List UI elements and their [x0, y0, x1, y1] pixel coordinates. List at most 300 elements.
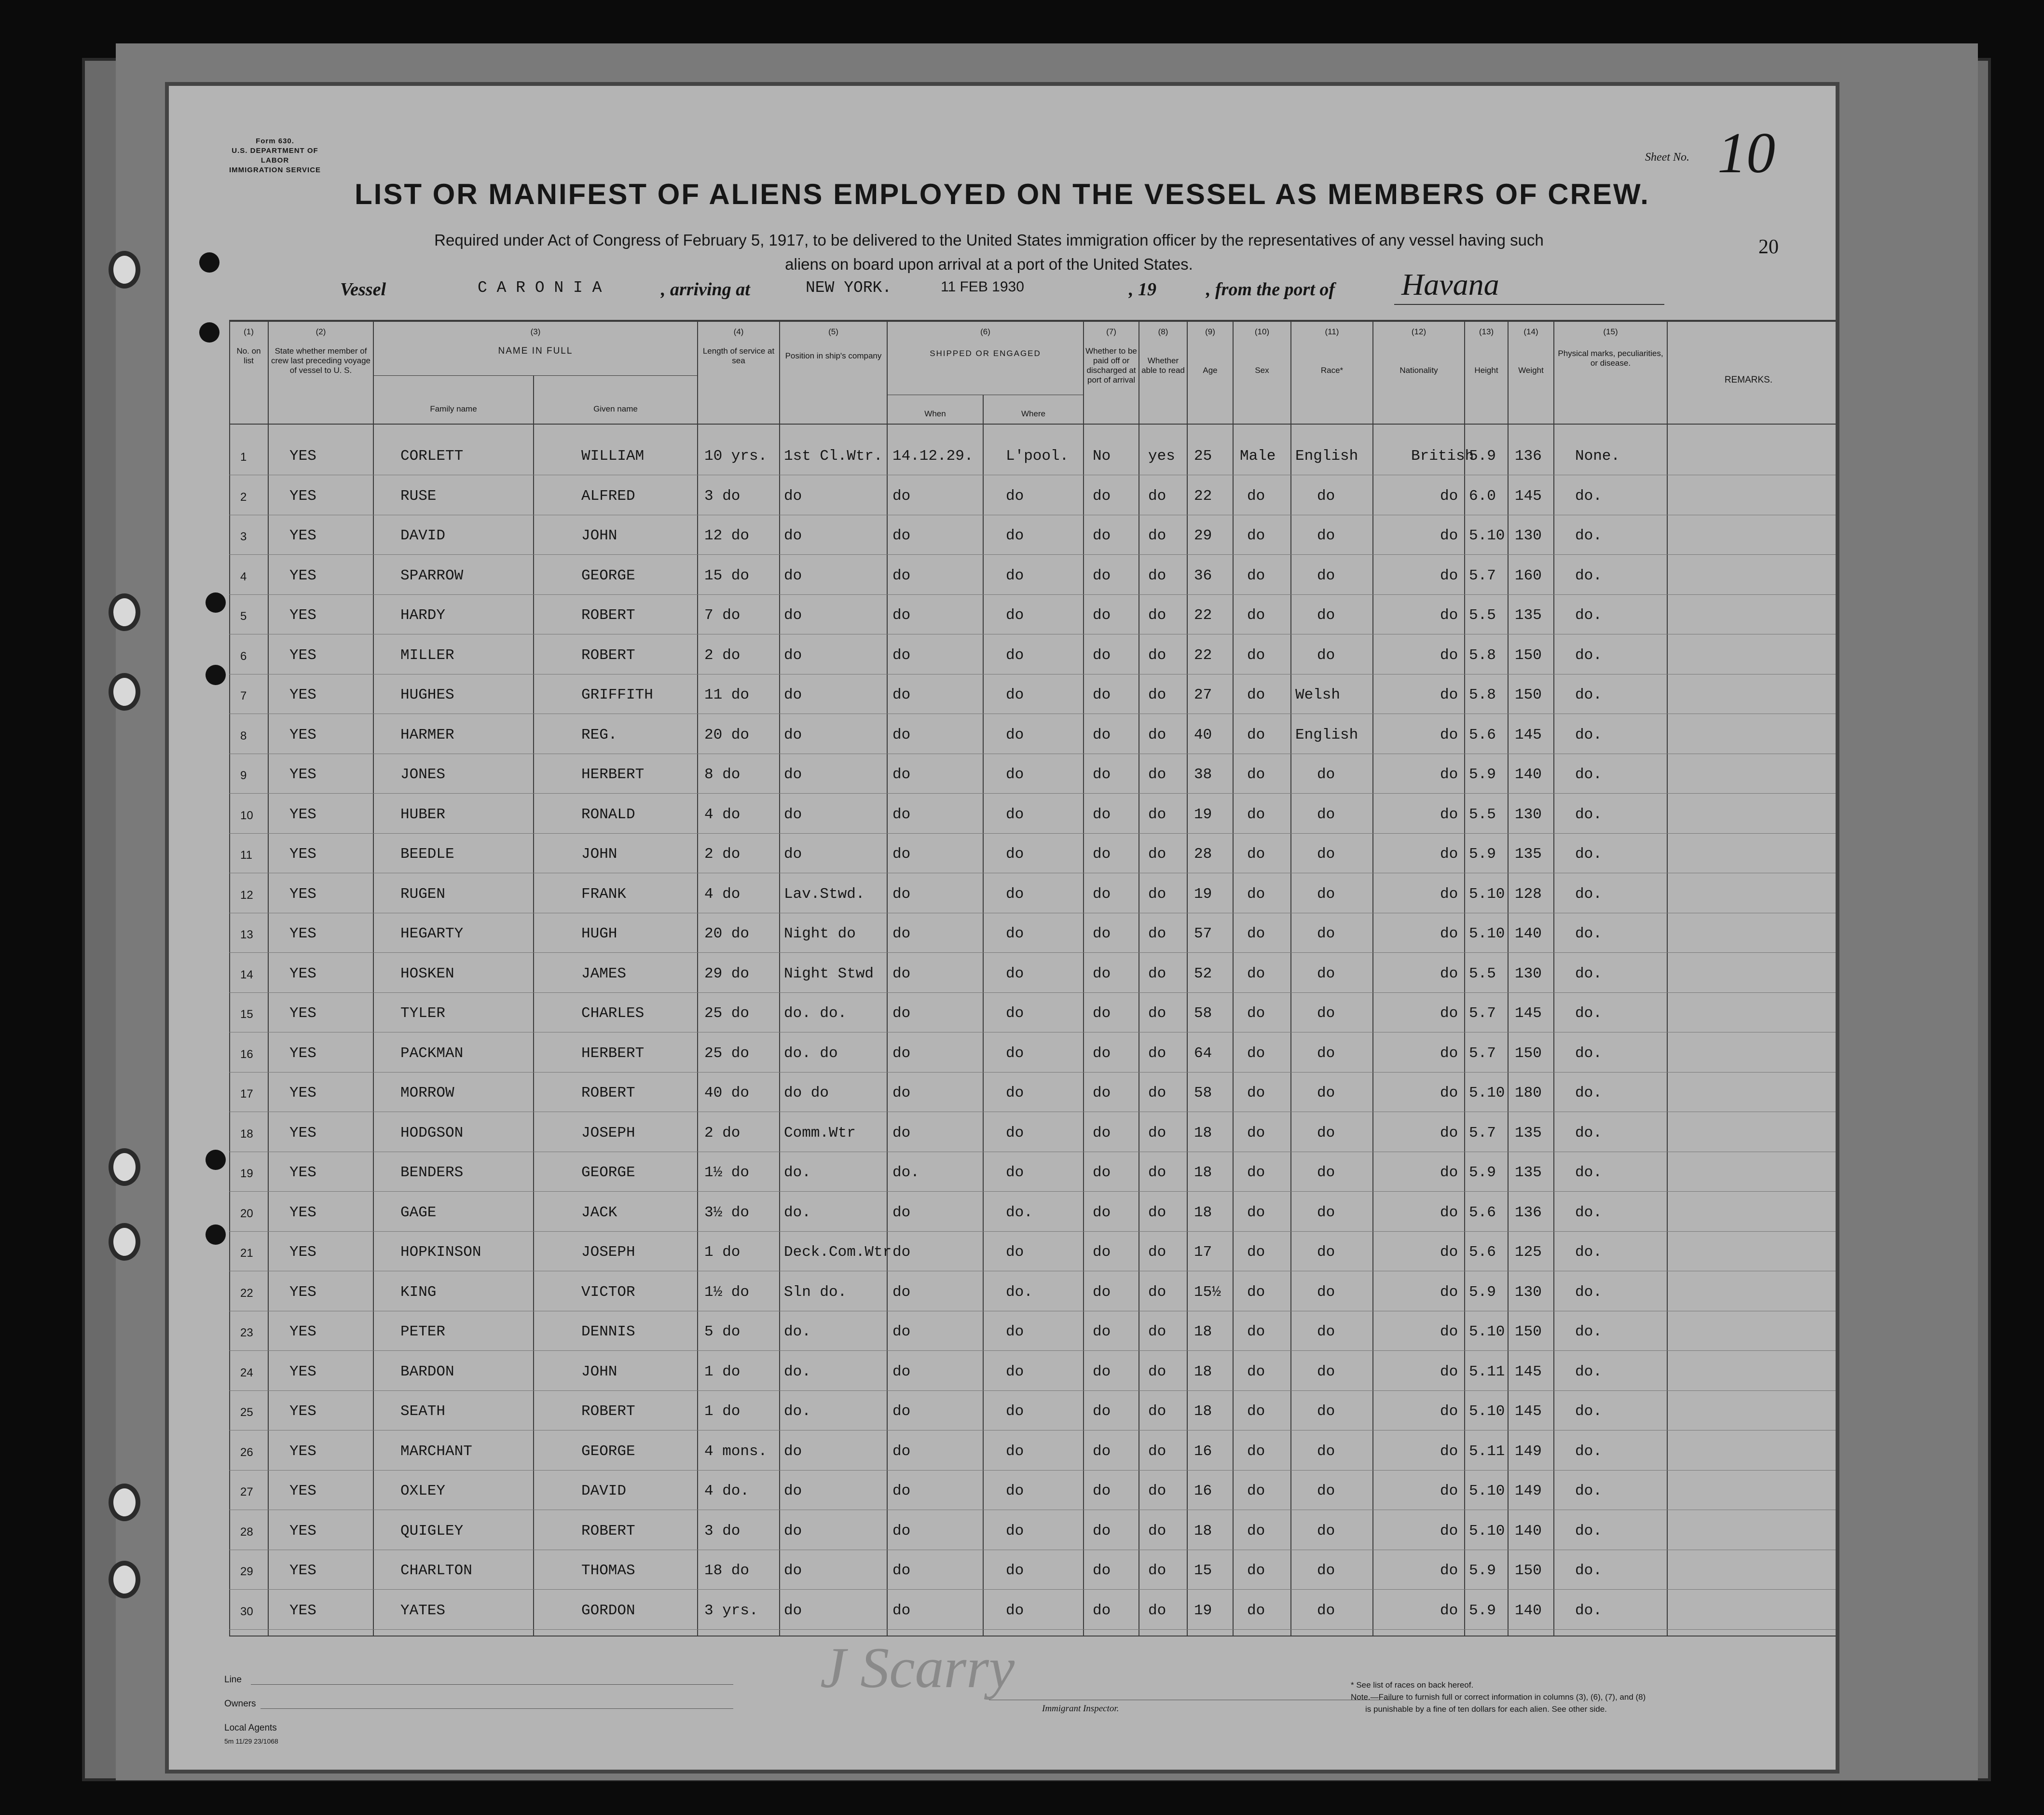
row-rule: [229, 992, 1836, 993]
service-length-cell: 10 yrs.: [704, 448, 768, 465]
weight-cell: 135: [1515, 846, 1542, 863]
physical-marks-cell: do.: [1575, 806, 1602, 823]
table-row: [169, 636, 1836, 674]
given-name-cell: JACK: [581, 1204, 617, 1221]
sex-cell: do: [1247, 1562, 1265, 1579]
weight-cell: 136: [1515, 1204, 1542, 1221]
service-length-cell: 3½ do: [704, 1204, 750, 1221]
physical-marks-cell: do.: [1575, 527, 1602, 544]
able-to-read-cell: do: [1148, 1045, 1166, 1062]
row-rule: [229, 1390, 1836, 1391]
arrival-date-stamp: 11 FEB 1930: [941, 279, 1024, 295]
weight-cell: 136: [1515, 448, 1542, 465]
engaged-place-cell: do: [1006, 1443, 1024, 1460]
age-cell: 22: [1194, 607, 1212, 624]
col-12-header: (12) Nationality: [1399, 327, 1438, 375]
height-cell: 5.9: [1469, 1283, 1496, 1301]
row-number: 30: [240, 1605, 253, 1618]
given-name-cell: ROBERT: [581, 1085, 635, 1101]
table-row: [169, 756, 1836, 794]
given-name-cell: DAVID: [581, 1483, 627, 1499]
row-rule: [229, 594, 1836, 595]
race-cell: do: [1317, 646, 1335, 664]
height-cell: 5.9: [1469, 846, 1496, 863]
weight-cell: 145: [1515, 1005, 1542, 1022]
service-length-cell: 25 do: [704, 1045, 750, 1062]
service-length-cell: 3 do: [704, 1522, 741, 1540]
col-14-header: (14) Weight: [1518, 327, 1544, 375]
age-cell: 18: [1194, 1124, 1212, 1141]
nationality-cell: do: [1440, 1363, 1458, 1380]
row-rule: [229, 1350, 1836, 1351]
engaged-date-cell: do: [892, 646, 911, 664]
height-cell: 5.10: [1469, 1483, 1505, 1499]
nationality-cell: do: [1440, 1164, 1458, 1181]
weight-cell: 135: [1515, 607, 1542, 624]
weight-cell: 150: [1515, 1045, 1542, 1062]
paid-off-cell: do: [1093, 1204, 1111, 1221]
family-name-cell: MORROW: [400, 1085, 454, 1101]
position-cell: do: [784, 806, 802, 823]
arriving-label: , arriving at: [661, 279, 750, 300]
race-cell: do: [1317, 567, 1335, 584]
able-to-read-cell: do: [1148, 925, 1166, 942]
sex-cell: do: [1247, 1602, 1265, 1619]
weight-cell: 150: [1515, 646, 1542, 664]
prior-voyage-cell: YES: [289, 567, 316, 584]
sex-cell: do: [1247, 1085, 1265, 1101]
prior-voyage-cell: YES: [289, 726, 316, 743]
engaged-date-cell: do: [892, 1283, 911, 1301]
engaged-place-cell: do: [1006, 1363, 1024, 1380]
physical-marks-cell: do.: [1575, 965, 1602, 982]
col-9-header: (9) Age: [1203, 327, 1218, 375]
family-name-cell: HARMER: [400, 726, 454, 743]
sex-cell: do: [1247, 925, 1265, 942]
race-cell: do: [1317, 1244, 1335, 1261]
service-length-cell: 4 do: [704, 885, 741, 903]
prior-voyage-cell: YES: [289, 448, 316, 465]
family-name-cell: RUGEN: [400, 885, 446, 903]
position-cell: do: [784, 1443, 802, 1460]
prior-voyage-cell: YES: [289, 1363, 316, 1380]
weight-cell: 135: [1515, 1124, 1542, 1141]
given-name-cell: GEORGE: [581, 567, 635, 584]
nationality-cell: do: [1440, 1562, 1458, 1579]
port-underline: [1394, 304, 1664, 305]
race-cell: do: [1317, 1283, 1335, 1301]
header-bottom-rule: [229, 424, 1836, 425]
nationality-cell: do: [1440, 1244, 1458, 1261]
nationality-cell: do: [1440, 885, 1458, 903]
row-number: 20: [240, 1207, 253, 1220]
col-2-header: (2) State whether member of crew last preceding voyage of vessel to U. S.: [271, 327, 370, 375]
height-cell: 5.10: [1469, 1522, 1505, 1540]
able-to-read-cell: do: [1148, 1483, 1166, 1499]
weight-cell: 140: [1515, 1522, 1542, 1540]
able-to-read-cell: do: [1148, 1602, 1166, 1619]
age-cell: 25: [1194, 448, 1212, 465]
height-cell: 5.9: [1469, 1602, 1496, 1619]
weight-cell: 140: [1515, 766, 1542, 783]
given-name-cell: ROBERT: [581, 646, 635, 664]
sex-cell: do: [1247, 1363, 1265, 1380]
able-to-read-cell: do: [1148, 1443, 1166, 1460]
binder-ring: [109, 1561, 140, 1598]
physical-marks-cell: do.: [1575, 1403, 1602, 1420]
race-cell: do: [1317, 1204, 1335, 1221]
physical-marks-cell: do.: [1575, 885, 1602, 903]
age-cell: 15½: [1194, 1283, 1221, 1301]
engaged-date-cell: do: [892, 766, 911, 783]
service-length-cell: 2 do: [704, 846, 741, 863]
sheet-number: 10: [1717, 121, 1775, 185]
weight-cell: 130: [1515, 806, 1542, 823]
physical-marks-cell: do.: [1575, 1204, 1602, 1221]
prior-voyage-cell: YES: [289, 1164, 316, 1181]
height-cell: 5.9: [1469, 766, 1496, 783]
age-cell: 28: [1194, 846, 1212, 863]
engaged-date-cell: do: [892, 1005, 911, 1022]
vessel-name: C A R O N I A: [478, 279, 602, 297]
position-cell: do: [784, 687, 802, 703]
age-cell: 27: [1194, 687, 1212, 703]
race-cell: do: [1317, 1045, 1335, 1062]
family-name-cell: HODGSON: [400, 1124, 464, 1141]
given-name-cell: JOHN: [581, 846, 617, 863]
engaged-place-cell: do: [1006, 1164, 1024, 1181]
sex-cell: do: [1247, 1124, 1265, 1141]
position-cell: do: [784, 1522, 802, 1540]
engaged-place-cell: do: [1006, 567, 1024, 584]
position-cell: do.: [784, 1164, 811, 1181]
position-cell: do: [784, 607, 802, 624]
physical-marks-cell: do.: [1575, 1244, 1602, 1261]
physical-marks-cell: do.: [1575, 1363, 1602, 1380]
family-name-cell: CORLETT: [400, 448, 464, 465]
physical-marks-cell: do.: [1575, 766, 1602, 783]
position-cell: do: [784, 487, 802, 505]
physical-marks-cell: do.: [1575, 1283, 1602, 1301]
sex-cell: do: [1247, 607, 1265, 624]
row-number: 5: [240, 610, 247, 623]
engaged-date-cell: do: [892, 1522, 911, 1540]
position-cell: do: [784, 726, 802, 743]
given-name-cell: GEORGE: [581, 1443, 635, 1460]
engaged-place-cell: do: [1006, 1602, 1024, 1619]
row-number: 19: [240, 1167, 253, 1180]
sex-cell: do: [1247, 1443, 1265, 1460]
age-cell: 19: [1194, 885, 1212, 903]
binder-ring: [109, 1148, 140, 1186]
paid-off-cell: No: [1093, 448, 1111, 465]
footer-owners-rule: [261, 1708, 733, 1709]
engaged-place-cell: L'pool.: [1006, 448, 1069, 465]
engaged-date-cell: do: [892, 925, 911, 942]
given-name-cell: GRIFFITH: [581, 687, 653, 703]
weight-cell: 145: [1515, 1403, 1542, 1420]
punch-hole: [199, 322, 219, 343]
prior-voyage-cell: YES: [289, 607, 316, 624]
service-length-cell: 2 do: [704, 646, 741, 664]
col-7-header: (7) Whether to be paid off or discharged at port of arrival: [1085, 327, 1137, 385]
table-row: [169, 437, 1836, 475]
service-length-cell: 11 do: [704, 687, 750, 703]
physical-marks-cell: do.: [1575, 1085, 1602, 1101]
family-name-cell: JONES: [400, 766, 446, 783]
paid-off-cell: do: [1093, 527, 1111, 544]
able-to-read-cell: do: [1148, 965, 1166, 982]
weight-cell: 150: [1515, 1562, 1542, 1579]
engaged-date-cell: do: [892, 1483, 911, 1499]
height-cell: 5.9: [1469, 1164, 1496, 1181]
sex-cell: do: [1247, 1244, 1265, 1261]
remarks-header: REMARKS.: [1724, 375, 1773, 385]
engaged-date-cell: do: [892, 1323, 911, 1340]
weight-cell: 150: [1515, 1323, 1542, 1340]
page-number: 20: [1758, 236, 1779, 258]
engaged-place-cell: do.: [1006, 1204, 1033, 1221]
row-number: 9: [240, 769, 247, 782]
row-rule: [229, 1231, 1836, 1232]
engaged-date-cell: do: [892, 1204, 911, 1221]
table-row: [169, 1392, 1836, 1430]
engaged-place-cell: do: [1006, 687, 1024, 703]
age-cell: 16: [1194, 1483, 1212, 1499]
nationality-cell: do: [1440, 1005, 1458, 1022]
age-cell: 58: [1194, 1005, 1212, 1022]
given-name-cell: FRANK: [581, 885, 627, 903]
nationality-cell: do: [1440, 1085, 1458, 1101]
nationality-cell: do: [1440, 1323, 1458, 1340]
age-cell: 29: [1194, 527, 1212, 544]
given-name-cell: ROBERT: [581, 607, 635, 624]
row-number: 22: [240, 1286, 253, 1300]
col-13-header: (13) Height: [1474, 327, 1498, 375]
family-name-cell: PACKMAN: [400, 1045, 464, 1062]
able-to-read-cell: do: [1148, 1363, 1166, 1380]
physical-marks-cell: do.: [1575, 646, 1602, 664]
engaged-date-cell: 14.12.29.: [892, 448, 974, 465]
prior-voyage-cell: YES: [289, 1403, 316, 1420]
col-4-header: (4) Length of service at sea: [702, 327, 775, 365]
table-row: [169, 1472, 1836, 1510]
nationality-cell: do: [1440, 1483, 1458, 1499]
engaged-place-cell: do: [1006, 1005, 1024, 1022]
family-name-cell: CHARLTON: [400, 1562, 472, 1579]
age-cell: 22: [1194, 487, 1212, 505]
age-cell: 18: [1194, 1403, 1212, 1420]
paid-off-cell: do: [1093, 1085, 1111, 1101]
service-length-cell: 3 yrs.: [704, 1602, 758, 1619]
prior-voyage-cell: YES: [289, 646, 316, 664]
sex-cell: do: [1247, 487, 1265, 505]
service-length-cell: 4 do.: [704, 1483, 750, 1499]
given-name-cell: REG.: [581, 726, 617, 743]
nationality-cell: do: [1440, 806, 1458, 823]
paid-off-cell: do: [1093, 1005, 1111, 1022]
engaged-date-cell: do: [892, 965, 911, 982]
able-to-read-cell: do: [1148, 687, 1166, 703]
age-cell: 64: [1194, 1045, 1212, 1062]
age-cell: 57: [1194, 925, 1212, 942]
given-name-cell: RONALD: [581, 806, 635, 823]
engaged-date-cell: do: [892, 1363, 911, 1380]
paid-off-cell: do: [1093, 1244, 1111, 1261]
prior-voyage-cell: YES: [289, 1562, 316, 1579]
prior-voyage-cell: YES: [289, 1085, 316, 1101]
prior-voyage-cell: YES: [289, 766, 316, 783]
age-cell: 16: [1194, 1443, 1212, 1460]
row-rule: [229, 793, 1836, 794]
paid-off-cell: do: [1093, 1443, 1111, 1460]
engaged-place-cell: do: [1006, 766, 1024, 783]
nationality-cell: do: [1440, 527, 1458, 544]
prior-voyage-cell: YES: [289, 1443, 316, 1460]
able-to-read-cell: do: [1148, 1204, 1166, 1221]
able-to-read-cell: do: [1148, 1164, 1166, 1181]
row-number: 25: [240, 1406, 253, 1419]
weight-cell: 149: [1515, 1483, 1542, 1499]
paid-off-cell: do: [1093, 1602, 1111, 1619]
year-label: , 19: [1129, 279, 1156, 300]
age-cell: 36: [1194, 567, 1212, 584]
sex-cell: do: [1247, 1483, 1265, 1499]
able-to-read-cell: do: [1148, 607, 1166, 624]
row-number: 16: [240, 1047, 253, 1061]
given-name-cell: DENNIS: [581, 1323, 635, 1340]
race-cell: do: [1317, 1403, 1335, 1420]
given-name-cell: THOMAS: [581, 1562, 635, 1579]
penalty-note-2: is punishable by a fine of ten dollars for each alien. See other side.: [1365, 1705, 1607, 1714]
sex-cell: do: [1247, 646, 1265, 664]
family-name-cell: BEEDLE: [400, 846, 454, 863]
row-rule: [229, 1629, 1836, 1630]
race-cell: Welsh: [1295, 687, 1341, 703]
row-number: 2: [240, 490, 247, 504]
height-cell: 5.10: [1469, 1323, 1505, 1340]
able-to-read-cell: do: [1148, 1005, 1166, 1022]
position-cell: do: [784, 646, 802, 664]
physical-marks-cell: do.: [1575, 567, 1602, 584]
able-to-read-cell: do: [1148, 1323, 1166, 1340]
service-length-cell: 5 do: [704, 1323, 741, 1340]
prior-voyage-cell: YES: [289, 1483, 316, 1499]
height-cell: 5.10: [1469, 1085, 1505, 1101]
row-number: 21: [240, 1247, 253, 1260]
col-3-header: (3) NAME IN FULL: [498, 327, 573, 356]
physical-marks-cell: do.: [1575, 1483, 1602, 1499]
prior-voyage-cell: YES: [289, 846, 316, 863]
col-11-header: (11) Race*: [1320, 327, 1344, 375]
engaged-date-cell: do: [892, 806, 911, 823]
race-cell: do: [1317, 1005, 1335, 1022]
given-name-cell: ROBERT: [581, 1403, 635, 1420]
sex-cell: do: [1247, 1204, 1265, 1221]
able-to-read-cell: do: [1148, 766, 1166, 783]
table-row: [169, 1233, 1836, 1271]
row-number: 27: [240, 1485, 253, 1499]
given-name-header: Given name: [593, 404, 638, 413]
position-cell: do. do.: [784, 1005, 847, 1022]
height-cell: 5.7: [1469, 567, 1496, 584]
physical-marks-cell: do.: [1575, 1323, 1602, 1340]
engaged-date-cell: do: [892, 1562, 911, 1579]
physical-marks-cell: do.: [1575, 607, 1602, 624]
able-to-read-cell: do: [1148, 885, 1166, 903]
footer-print-code: 5m 11/29 23/1068: [224, 1737, 278, 1745]
table-row: [169, 1353, 1836, 1391]
nationality-cell: do: [1440, 1204, 1458, 1221]
position-cell: do: [784, 846, 802, 863]
able-to-read-cell: do: [1148, 1244, 1166, 1261]
row-rule: [229, 952, 1836, 953]
service-length-cell: 1 do: [704, 1363, 741, 1380]
paid-off-cell: do: [1093, 1522, 1111, 1540]
given-name-cell: HERBERT: [581, 1045, 645, 1062]
table-row: [169, 1194, 1836, 1232]
race-cell: English: [1295, 448, 1358, 465]
weight-cell: 145: [1515, 1363, 1542, 1380]
engaged-place-cell: do: [1006, 925, 1024, 942]
weight-cell: 140: [1515, 1602, 1542, 1619]
height-cell: 5.5: [1469, 607, 1496, 624]
weight-cell: 130: [1515, 1283, 1542, 1301]
position-cell: 1st Cl.Wtr.: [784, 448, 883, 465]
family-name-cell: BENDERS: [400, 1164, 464, 1181]
service-length-cell: 2 do: [704, 1124, 741, 1141]
service-line: IMMIGRATION SERVICE: [229, 166, 321, 174]
service-length-cell: 1 do: [704, 1244, 741, 1261]
race-cell: do: [1317, 766, 1335, 783]
row-number: 12: [240, 888, 253, 902]
table-row: [169, 1114, 1836, 1152]
able-to-read-cell: do: [1148, 846, 1166, 863]
physical-marks-cell: do.: [1575, 1562, 1602, 1579]
age-cell: 19: [1194, 806, 1212, 823]
position-cell: do.: [784, 1363, 811, 1380]
form-number: Form 630.: [256, 137, 294, 145]
from-label: , from the port of: [1206, 279, 1335, 300]
engaged-date-cell: do: [892, 1602, 911, 1619]
nationality-cell: do: [1440, 1602, 1458, 1619]
position-cell: do do: [784, 1085, 829, 1101]
able-to-read-cell: do: [1148, 726, 1166, 743]
row-rule: [229, 554, 1836, 555]
row-number: 14: [240, 968, 253, 981]
sex-cell: do: [1247, 567, 1265, 584]
engaged-place-cell: do: [1006, 1124, 1024, 1141]
binder-ring: [109, 1223, 140, 1261]
nationality-cell: do: [1440, 726, 1458, 743]
paid-off-cell: do: [1093, 1323, 1111, 1340]
sex-cell: do: [1247, 1045, 1265, 1062]
binder-ring: [109, 1484, 140, 1521]
nationality-cell: do: [1440, 846, 1458, 863]
engaged-date-cell: do: [892, 846, 911, 863]
able-to-read-cell: do: [1148, 806, 1166, 823]
paid-off-cell: do: [1093, 646, 1111, 664]
height-cell: 5.11: [1469, 1363, 1505, 1380]
when-header: When: [924, 409, 946, 418]
engaged-date-cell: do: [892, 1045, 911, 1062]
service-length-cell: 29 do: [704, 965, 750, 982]
sex-cell: do: [1247, 1005, 1265, 1022]
service-length-cell: 1 do: [704, 1403, 741, 1420]
sex-cell: do: [1247, 965, 1265, 982]
family-name-cell: QUIGLEY: [400, 1522, 464, 1540]
engaged-place-cell: do: [1006, 846, 1024, 863]
